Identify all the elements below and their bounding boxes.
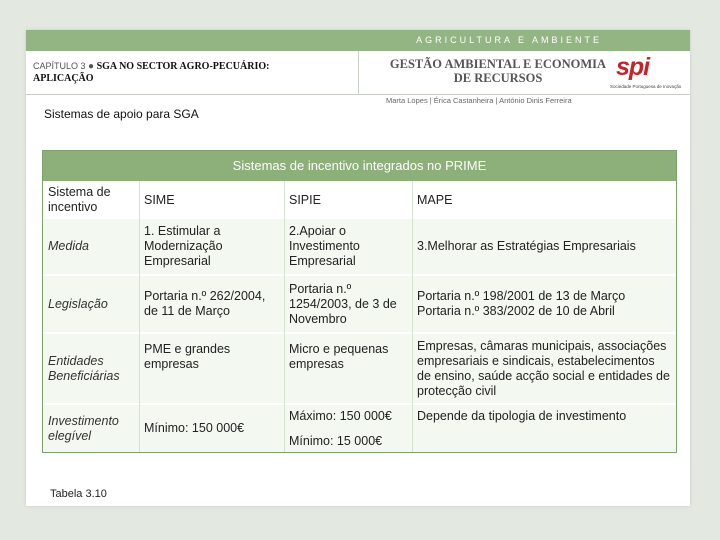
- book-title: [383, 57, 613, 85]
- table-cell: 3.Melhorar as Estratégias Empresariais: [417, 239, 636, 253]
- column-divider: [412, 181, 413, 452]
- table-row: [43, 405, 676, 452]
- row-label: Entidades Beneficiárias: [48, 353, 120, 383]
- chapter-title: SGA NO SECTOR AGRO-PECUÁRIO:: [96, 61, 270, 72]
- table-title: Sistemas de incentivo integrados no PRIME: [43, 151, 676, 181]
- table-cell: 1. Estimular a Modernização Empresarial: [144, 224, 223, 268]
- table-cell: Portaria n.º 1254/2003, de 3 de Novembro: [289, 281, 397, 326]
- incentive-table: [42, 150, 677, 453]
- logo-mark: spi: [616, 53, 650, 81]
- column-divider: [139, 181, 140, 452]
- logo-subtitle: Sociedade Portuguesa de Inovação: [610, 84, 682, 89]
- banner-text: AGRICULTURA E AMBIENTE: [416, 35, 602, 45]
- section-subtitle: Sistemas de apoio para SGA: [44, 107, 199, 121]
- bullet-icon: ●: [88, 61, 95, 72]
- column-divider: [284, 181, 285, 452]
- chapter-box: [26, 51, 359, 94]
- row-label: Legislação: [48, 296, 108, 311]
- authors: Marta Lopes | Érica Castanheira | António Dinis Ferreira: [386, 96, 572, 105]
- row-label: Investimento elegível: [48, 413, 119, 443]
- chapter-number: CAPÍTULO 3: [33, 61, 86, 71]
- table-cell: Micro e pequenas empresas: [289, 342, 389, 371]
- table-header-row: [43, 181, 676, 219]
- slide: [26, 30, 690, 506]
- table-cell: 2.Apoiar o Investimento Empresarial: [289, 224, 360, 268]
- header: [26, 51, 690, 95]
- table-row: [43, 334, 676, 403]
- header-cell: SIME: [144, 192, 175, 207]
- table-cell: Portaria n.º 198/2001 de 13 de Março Portaria n.º 383/2002 de 10 de Abril: [417, 289, 626, 318]
- table-cell: PME e grandes empresas: [144, 342, 231, 371]
- chapter-heading: [33, 60, 353, 85]
- table-cell: Mínimo: 15 000€: [289, 433, 383, 448]
- chapter-title-line2: APLICAÇÃO: [33, 73, 94, 84]
- table-caption: Tabela 3.10: [50, 488, 107, 500]
- header-cell: SIPIE: [289, 192, 321, 207]
- header-cell: Sistema de incentivo: [48, 185, 111, 214]
- table-cell: Portaria n.º 262/2004, de 11 de Março: [144, 289, 266, 318]
- book-title-line1: GESTÃO AMBIENTAL E ECONOMIA: [389, 57, 607, 71]
- top-banner: [26, 30, 690, 51]
- table-cell: Mínimo: 150 000€: [144, 421, 245, 435]
- table-row: [43, 276, 676, 332]
- table-cell: Máximo: 150 000€: [289, 408, 392, 423]
- row-label: Medida: [48, 239, 89, 253]
- spi-logo: [606, 53, 690, 93]
- table-row: [43, 219, 676, 274]
- header-cell: MAPE: [417, 192, 453, 207]
- book-title-line2: DE RECURSOS: [453, 71, 543, 85]
- table-cell: Empresas, câmaras municipais, associações empresariais e sindicais, estabelecimentos de ensino, saúde acção social e entidades de protecção civil: [417, 338, 670, 398]
- table-cell: Depende da tipologia de investimento: [417, 408, 627, 423]
